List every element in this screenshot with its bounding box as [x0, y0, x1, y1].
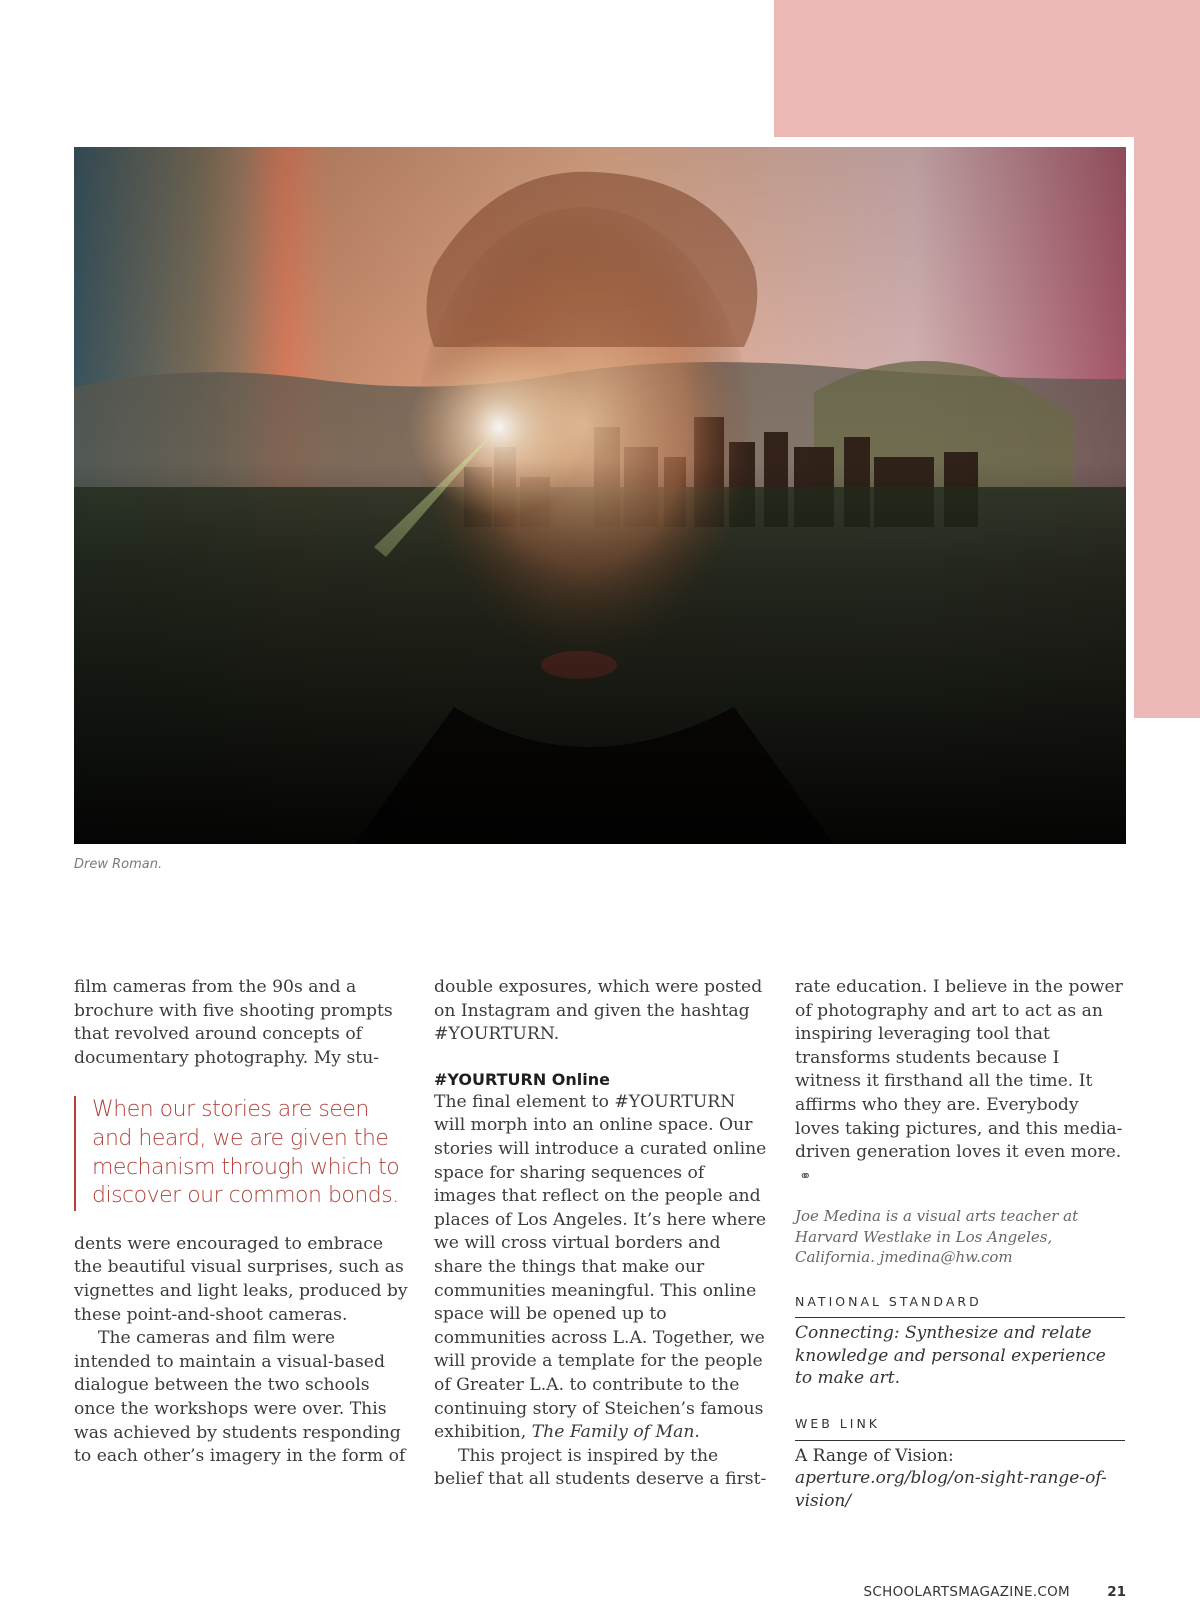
- pull-quote: When our stories are seen and heard, we are given the mechanism through which to discover our common bonds.: [74, 1096, 410, 1210]
- page-number: 21: [1107, 1584, 1126, 1600]
- web-link[interactable]: [795, 1445, 1125, 1513]
- photo-caption: Drew Roman.: [74, 857, 163, 872]
- web-link-text: A Range of Vision:: [795, 1445, 954, 1466]
- end-mark-icon: ⚭: [799, 1166, 812, 1185]
- article-column-1: [74, 976, 410, 1469]
- paragraph: dents were encouraged to embrace the beautiful visual surprises, such as vignettes and light leaks, produced by these point-and-shoot cameras.: [74, 1233, 408, 1325]
- web-link-label: WEB LINK: [795, 1412, 1125, 1441]
- paragraph-text-end: .: [694, 1422, 700, 1443]
- paragraph-text: The final element to #YOURTURN will morph into an online space. Our stories will introduce a curated online space for sharing sequences of images that reflect on the people and places of Los Angeles. It’s here where we will cross virtual borders and share the things that make our communities meaningful. This online space will be opened up to communities across L.A. Together, we will provide a template for the people of Greater L.A. to contribute to the continuing story of Steichen’s famous exhibition,: [434, 1091, 767, 1443]
- author-bio: Joe Medina is a visual arts teacher at Harvard Westlake in Los Angeles, California. jmedina@hw.com: [795, 1207, 1079, 1267]
- article-column-3: [795, 976, 1125, 1512]
- paragraph-text: rate education. I believe in the power of photography and art to act as an inspiring leveraging tool that transforms students because I witness it firsthand all the time. It affirms who they are. Everybody loves taking pictures, and this media-driven generation loves it even more.: [795, 977, 1123, 1163]
- article-column-2: [434, 976, 770, 1492]
- paragraph: film cameras from the 90s and a brochure with five shooting prompts that revolved around concepts of documentary photography. My stu-: [74, 977, 393, 1068]
- paragraph: [434, 1091, 770, 1445]
- paragraph: This project is inspired by the belief that all students deserve a first-: [434, 1445, 767, 1490]
- web-link-url[interactable]: aperture.org/blog/on-sight-range-of-vision/: [795, 1468, 1107, 1511]
- section-subhead: #YOURTURN Online: [434, 1069, 611, 1089]
- portrait-cityscape-image: [74, 147, 1126, 844]
- paragraph: [795, 976, 1125, 1188]
- national-standard-label: NATIONAL STANDARD: [795, 1290, 1125, 1319]
- page-footer: [0, 1584, 1200, 1604]
- exhibition-title: The Family of Man: [531, 1422, 695, 1443]
- paragraph: The cameras and film were intended to maintain a visual-based dialogue between the two schools once the workshops were over. This was achieved by students responding to each other’s imagery in the form of: [74, 1328, 406, 1467]
- national-standard-text: Connecting: Synthesize and relate knowledge and personal experience to make art.: [795, 1323, 1106, 1389]
- footer-site: SCHOOLARTSMAGAZINE.COM: [863, 1584, 1070, 1600]
- paragraph: double exposures, which were posted on Instagram and given the hashtag #YOURTURN.: [434, 977, 763, 1045]
- double-exposure-photo: [74, 147, 1126, 844]
